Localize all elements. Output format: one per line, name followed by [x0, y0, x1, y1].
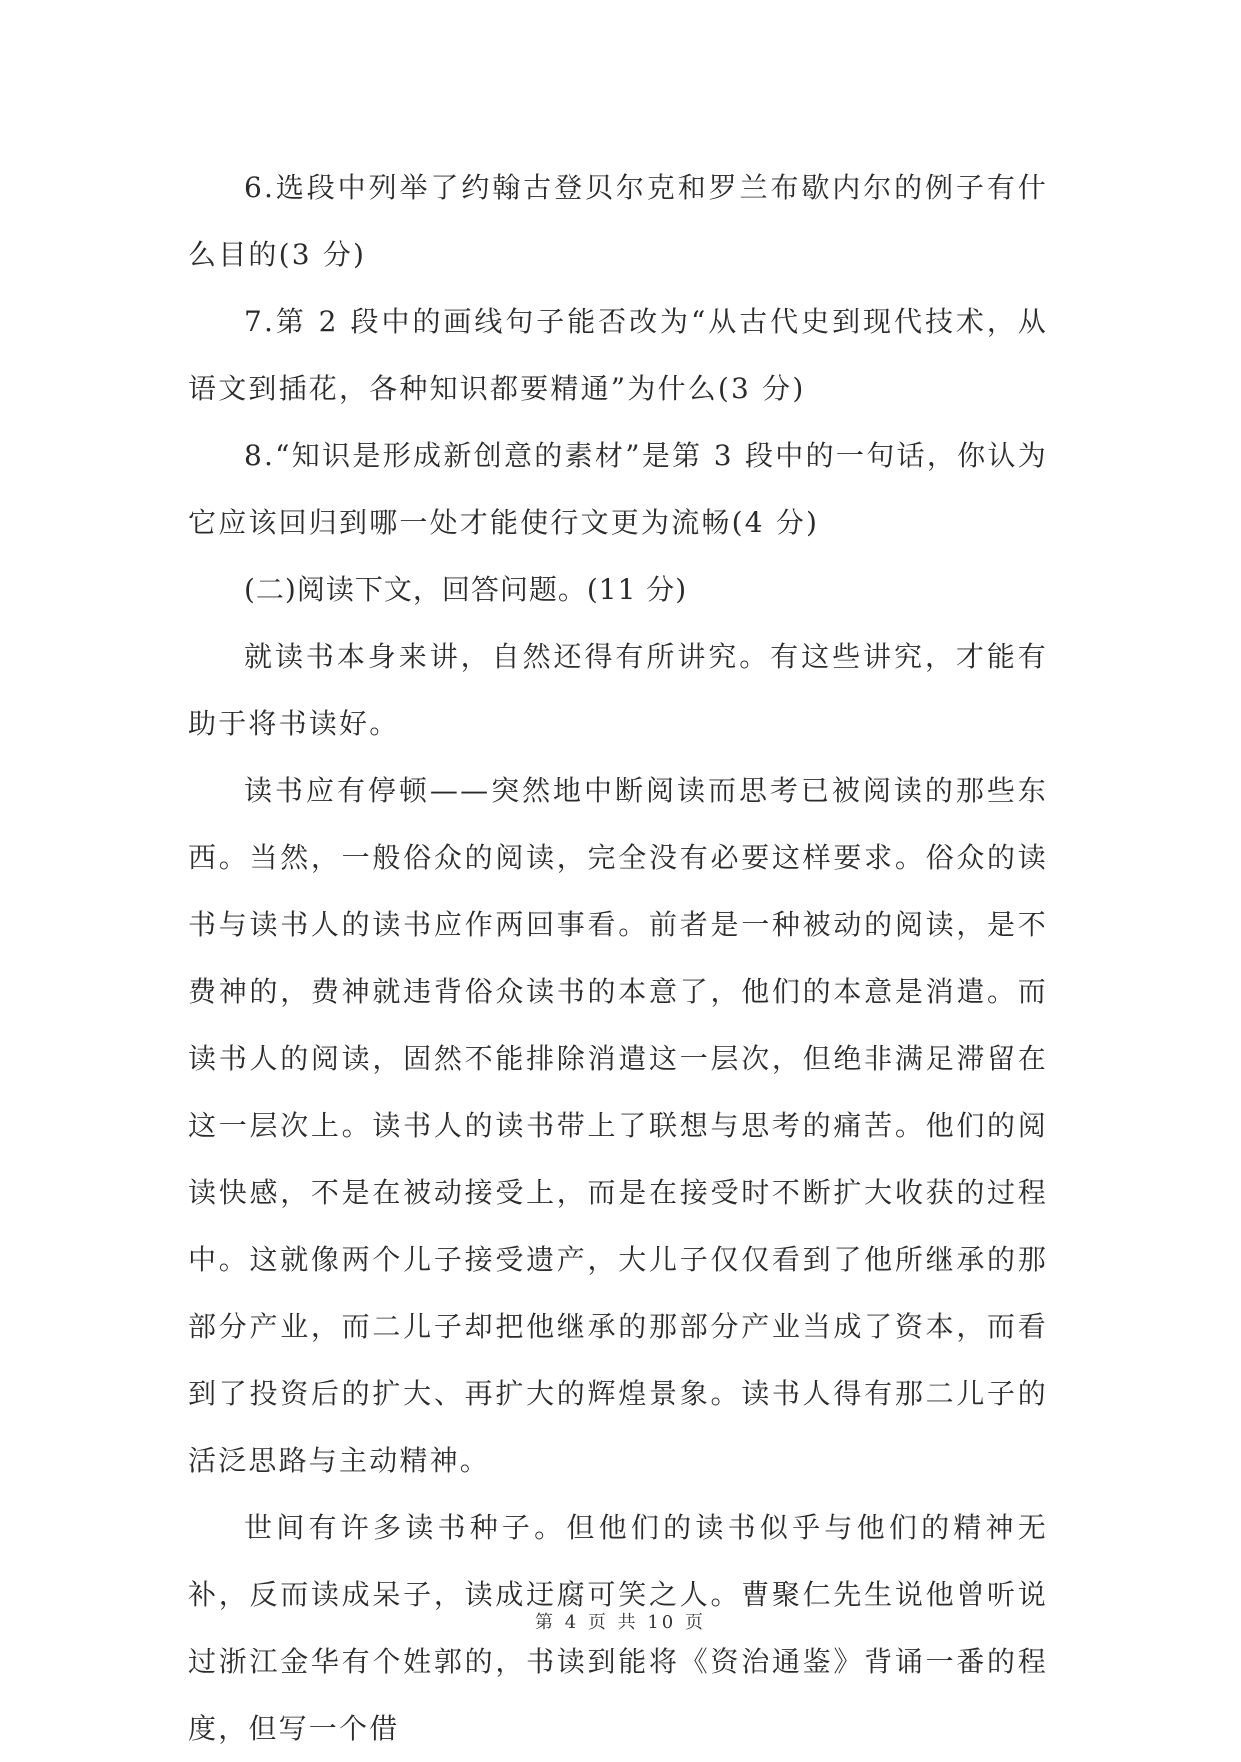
section-heading: (二)阅读下文，回答问题。(11 分) — [244, 573, 688, 606]
reading-paragraph-1: 就读书本身来讲，自然还得有所讲究。有这些讲究，才能有助于将书读好。 — [188, 640, 1048, 740]
question-6: 6.选段中列举了约翰古登贝尔克和罗兰布歇内尔的例子有什么目的(3 分) — [188, 171, 1048, 271]
reading-paragraph-2: 读书应有停顿——突然地中断阅读而思考已被阅读的那些东西。当然，一般俗众的阅读，完全没有必要这样要求。俗众的读书与读书人的读书应作两回事看。前者是一种被动的阅读，是不费神的，费神就违背俗众读书的本意了，他们的本意是消遣。而读书人的阅读，固然不能排除消遣这一层次，但绝非满足滞留在这一层次上。读书人的读书带上了联想与思考的痛苦。他们的阅读快感，不是在被动接受上，而是在接受时不断扩大收获的过程中。这就像两个儿子接受遗产，大儿子仅仅看到了他所继承的那部分产业，而二儿子却把他继承的那部分产业当成了资本，而看到了投资后的扩大、再扩大的辉煌景象。读书人得有那二儿子的活泛思路与主动精神。 — [188, 774, 1048, 1477]
question-8: 8.“知识是形成新创意的素材”是第 3 段中的一句话，你认为它应该回归到哪一处才能使行文更为流畅(4 分) — [188, 439, 1048, 539]
page-number-footer: 第 4 页 共 10 页 — [535, 1612, 706, 1633]
reading-paragraph-3: 世间有许多读书种子。但他们的读书似乎与他们的精神无补，反而读成呆子，读成迂腐可笑之人。曹聚仁先生说他曾听说过浙江金华有个姓郭的，书读到能将《资治通鉴》背诵一番的程度，但写一个借 — [188, 1511, 1048, 1745]
question-7: 7.第 2 段中的画线句子能否改为“从古代史到现代技术，从语文到插花，各种知识都要精通”为什么(3 分) — [188, 305, 1048, 405]
body-text — [188, 154, 1048, 1762]
